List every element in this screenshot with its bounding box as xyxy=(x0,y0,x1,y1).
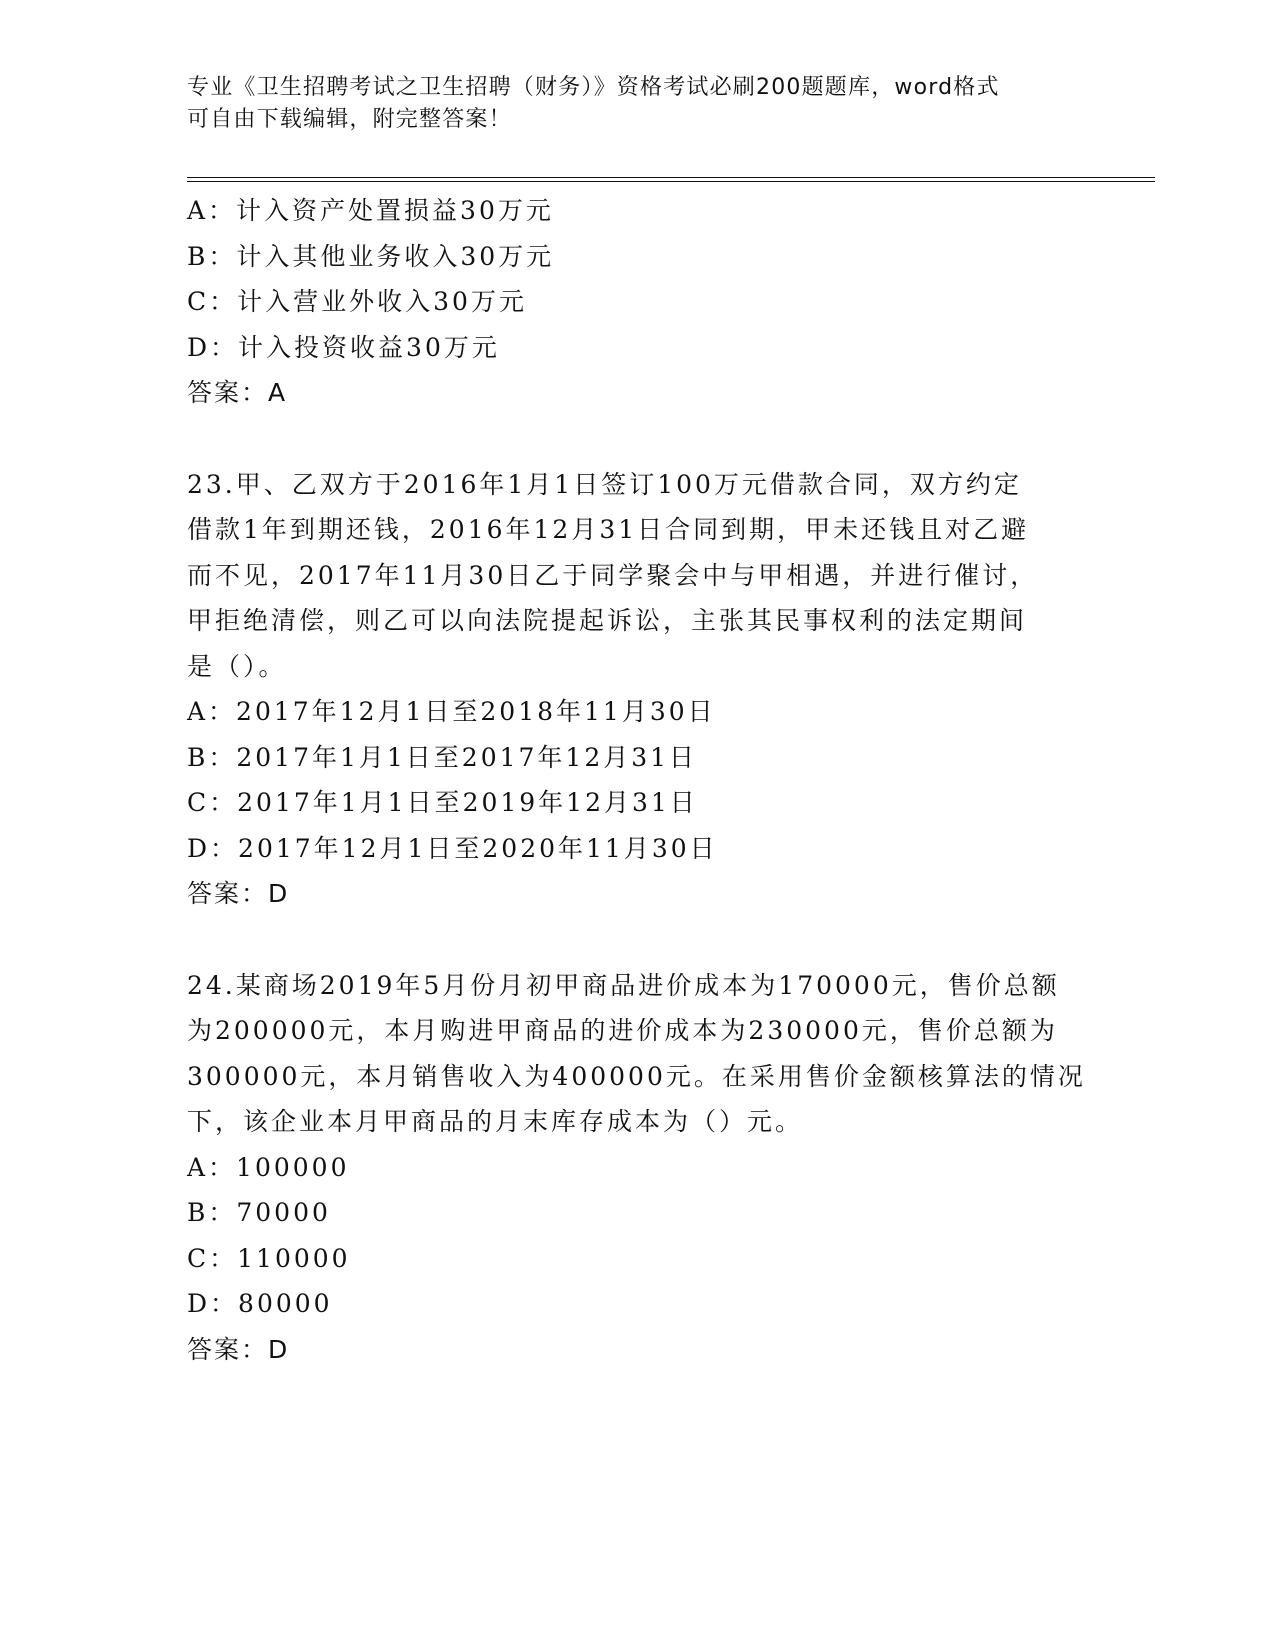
question-24 xyxy=(187,963,1087,1373)
header-line-2: 可自由下载编辑，附完整答案！ xyxy=(187,107,512,132)
spacer xyxy=(187,416,1087,462)
question-22 xyxy=(187,188,1087,416)
option-a: A：2017年12月1日至2018年11月30日 xyxy=(187,697,716,726)
option-a: A：计入资产处置损益30万元 xyxy=(187,196,554,225)
header-divider-bottom xyxy=(187,181,1155,182)
answer-line: 答案：A xyxy=(187,378,288,407)
spacer xyxy=(187,917,1087,963)
option-c: C：110000 xyxy=(187,1243,351,1273)
header-divider-top xyxy=(187,177,1155,178)
option-b: B：计入其他业务收入30万元 xyxy=(187,241,555,271)
answer-line: 答案：D xyxy=(187,1334,290,1364)
option-d: D：80000 xyxy=(187,1289,333,1318)
question-stem-line: 23.甲、乙双方于2016年1月1日签订100万元借款合同，双方约定 xyxy=(187,469,1022,499)
question-stem-line: 24.某商场2019年5月份月初甲商品进价成本为170000元，售价总额 xyxy=(187,970,1060,1000)
question-stem-line: 而不见，2017年11月30日乙于同学聚会中与甲相遇，并进行催讨， xyxy=(187,560,1039,590)
question-stem-line: 下，该企业本月甲商品的月末库存成本为（）元。 xyxy=(187,1107,804,1136)
question-23 xyxy=(187,462,1087,917)
document-header xyxy=(187,72,1087,136)
question-stem-line: 为200000元，本月购进甲商品的进价成本为230000元，售价总额为 xyxy=(187,1016,1058,1045)
question-stem-line: 甲拒绝清偿，则乙可以向法院提起诉讼，主张其民事权利的法定期间 xyxy=(187,606,1028,635)
question-content xyxy=(187,188,1087,1372)
option-a: A：100000 xyxy=(187,1152,350,1182)
question-stem-line: 借款1年到期还钱，2016年12月31日合同到期，甲未还钱且对乙避 xyxy=(187,515,1030,544)
question-stem-line: 300000元，本月销售收入为400000元。在采用售价金额核算法的情况 xyxy=(187,1061,1086,1091)
option-c: C：计入营业外收入30万元 xyxy=(187,287,527,316)
option-b: B：2017年1月1日至2017年12月31日 xyxy=(187,742,698,772)
question-stem-line: 是（）。 xyxy=(187,651,287,681)
option-d: D：2017年12月1日至2020年11月30日 xyxy=(187,833,718,863)
option-d: D：计入投资收益30万元 xyxy=(187,332,500,362)
header-line-1: 专业《卫生招聘考试之卫生招聘（财务）》资格考试必刷200题题库，word格式 xyxy=(187,75,1000,100)
answer-line: 答案：D xyxy=(187,879,290,908)
option-c: C：2017年1月1日至2019年12月31日 xyxy=(187,788,698,817)
option-b: B：70000 xyxy=(187,1198,331,1227)
